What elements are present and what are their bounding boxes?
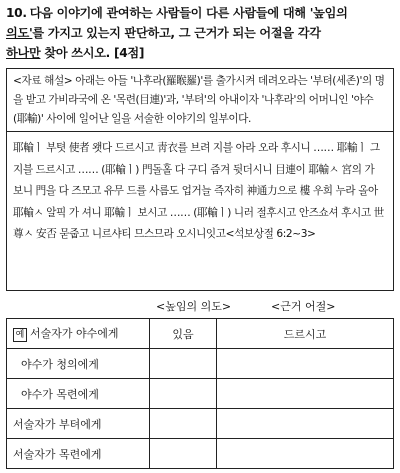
table-row	[7, 439, 394, 469]
table-row	[7, 409, 394, 439]
passage-text: 耶輸ㅣ 부텻 使者 왯다 드르시고 靑衣를 브려 지블 아라 오라 후시니 …… 耶輸ㅣ 그 지블 드르시고 …… (耶輸ㅣ) 門돌홀 다 구디 즘겨 뒷더시니 目連이 耶輸ㅅ 宮의 가 보니 門을 다 즈모고 유무 드를 사름도 업거늘 즉자히 神通力으로 樓 우희 누라 올아 耶輸ㅅ 알픽 가 셔니 耶輸ㅣ 보시고 …… (耶輸ㅣ) 니러 절후시고 안즈쇼셔 후시고 世尊ㅅ 安否 묻줍고 니르샤티 므스므라 오시니잇고<석보상절 6:2~3>	[13, 142, 384, 240]
table-row	[7, 379, 394, 409]
intention-cell: 있음	[150, 319, 217, 349]
intention-answer-cell[interactable]	[150, 379, 217, 409]
example-mark: 예	[13, 328, 27, 342]
question-line-1	[6, 3, 396, 23]
row-label	[7, 319, 150, 349]
intention-answer-cell[interactable]	[150, 349, 217, 379]
table-row	[7, 319, 394, 349]
commentary-box	[6, 68, 394, 132]
row-label: 서술자가 부텨에게	[7, 409, 150, 439]
row-label: 야수가 청의에게	[7, 349, 150, 379]
commentary-text: <자료 해설> 아래는 아들 '나후라(羅睺羅)'를 출가시켜 데려오라는 '부텨(세존)'의 명을 받고 가비라국에 온 '목련(目連)'과, '부텨'의 아내이자 '나후라'의 어머니인 '야수(耶輸)' 사이에 일어난 일을 서술한 이야기의 일부이다.	[13, 75, 385, 125]
question-text	[6, 3, 396, 63]
question-line-1-text: 다음 이야기에 관여하는 사람들이 다른 사람들에 대해 '높임의	[29, 6, 348, 20]
answer-column-headers	[0, 298, 400, 314]
intention-answer-cell[interactable]	[150, 439, 217, 469]
column-header-basis: <근거 어절>	[271, 300, 336, 313]
basis-answer-cell[interactable]	[217, 439, 394, 469]
basis-answer-cell[interactable]	[217, 409, 394, 439]
question-line-2	[6, 23, 396, 43]
question-line-2-underlined: 의도'	[6, 26, 33, 40]
column-header-intention: <높임의 의도>	[156, 300, 232, 313]
passage-box	[6, 132, 394, 291]
basis-cell: 드르시고	[217, 319, 394, 349]
question-line-2-text: 를 가지고 있는지 판단하고, 그 근거가 되는 어절을 각각	[32, 26, 321, 40]
question-line-3-underlined: 하나만	[6, 46, 41, 60]
basis-answer-cell[interactable]	[217, 349, 394, 379]
answer-table	[6, 318, 394, 469]
row-label: 야수가 목련에게	[7, 379, 150, 409]
question-line-3-text: 찾아 쓰시오.	[40, 46, 111, 60]
row-label-text: 서술자가 야수에게	[30, 327, 119, 340]
table-row	[7, 349, 394, 379]
intention-answer-cell[interactable]	[150, 409, 217, 439]
question-line-3	[6, 43, 396, 63]
basis-answer-cell[interactable]	[217, 379, 394, 409]
question-points: [4점]	[113, 46, 145, 60]
question-number: 10.	[6, 6, 27, 20]
row-label: 서술자가 목련에게	[7, 439, 150, 469]
